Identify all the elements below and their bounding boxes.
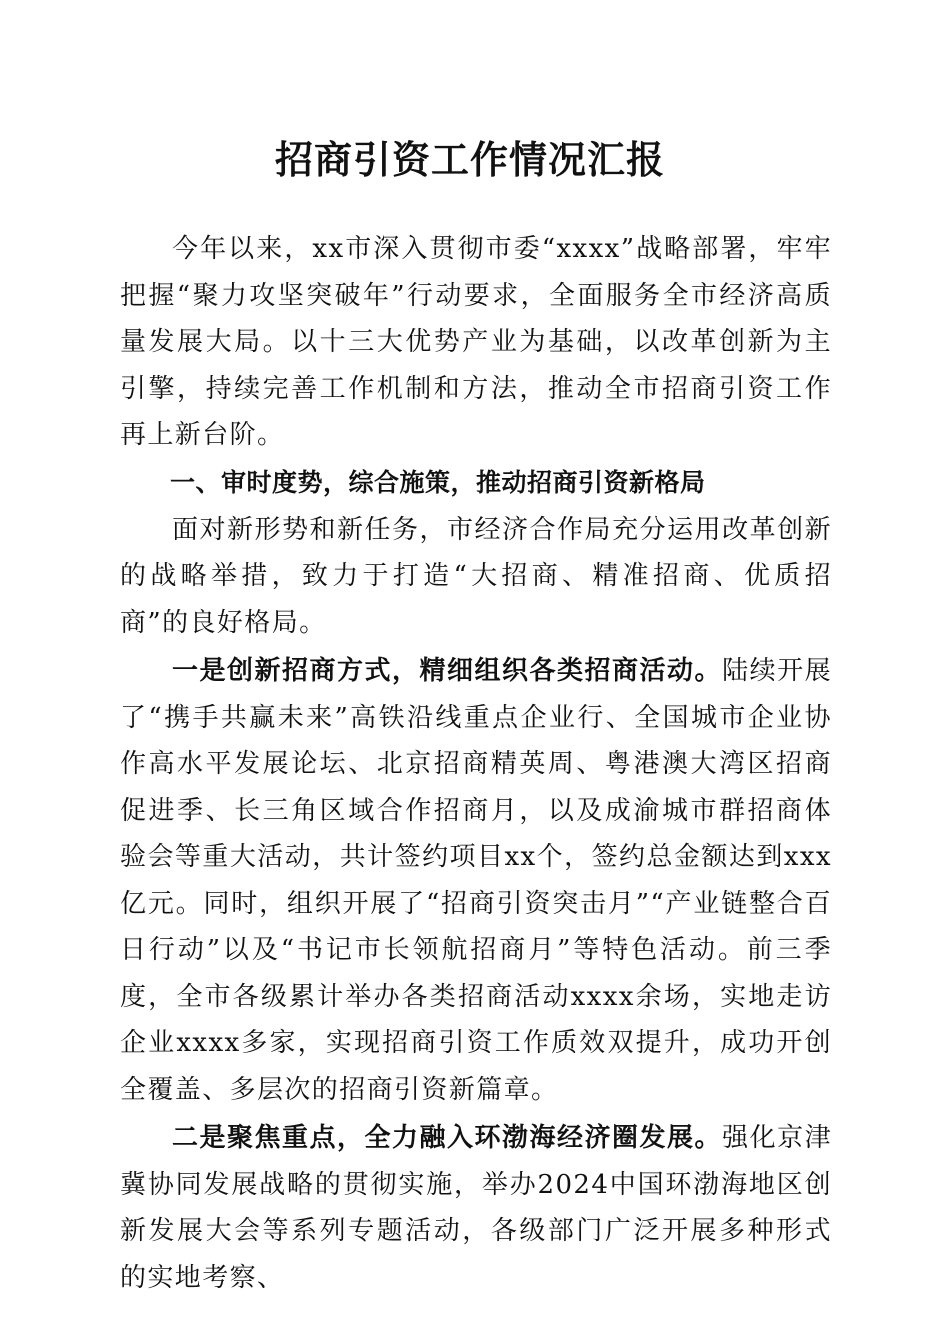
intro-paragraph: 今年以来，xx市深入贯彻市委“xxxx”战略部署，牢牢把握“聚力攻坚突破年”行动要求，全面服务全市经济高质量发展大局。以十三大优势产业为基础，以改革创新为主引擎，持续完善工作机制和方法，推动全市招商引资工作再上新台阶。: [120, 234, 832, 450]
point-1-lead: 一是创新招商方式，精细组织各类招商活动。: [172, 656, 723, 686]
point-1-body: 陆续开展了“携手共赢未来”高铁沿线重点企业行、全国城市企业协作高水平发展论坛、北京招商精英周、粤港澳大湾区招商促进季、长三角区域合作招商月，以及成渝城市群招商体验会等重大活动，共计签约项目xx个，签约总金额达到xxx亿元。同时，组织开展了“招商引资突击月”“产业链整合百日行动”以及“书记市长领航招商月”等特色活动。前三季度，全市各级累计举办各类招商活动xxxx余场，实地走访企业xxxx多家，实现招商引资工作质效双提升，成功开创全覆盖、多层次的招商引资新篇章。: [120, 656, 832, 1105]
point-2-lead: 二是聚焦重点，全力融入环渤海经济圈发展。: [172, 1123, 723, 1153]
section-1-intro-paragraph: 面对新形势和新任务，市经济合作局充分运用改革创新的战略举措，致力于打造“大招商、精准招商、优质招商”的良好格局。: [120, 514, 832, 638]
document-body: [120, 226, 832, 1303]
document-title: 招商引资工作情况汇报: [274, 137, 665, 182]
point-2-paragraph: [120, 1115, 832, 1301]
section-1-heading: 一、审时度势，综合施策，推动招商引资新格局: [170, 467, 706, 497]
point-1-paragraph: [120, 648, 832, 1113]
point-2-body: 强化京津冀协同发展战略的贯彻实施，举办2024中国环渤海地区创新发展大会等系列专题活动，各级部门广泛开展多种形式的实地考察、: [120, 1123, 832, 1293]
